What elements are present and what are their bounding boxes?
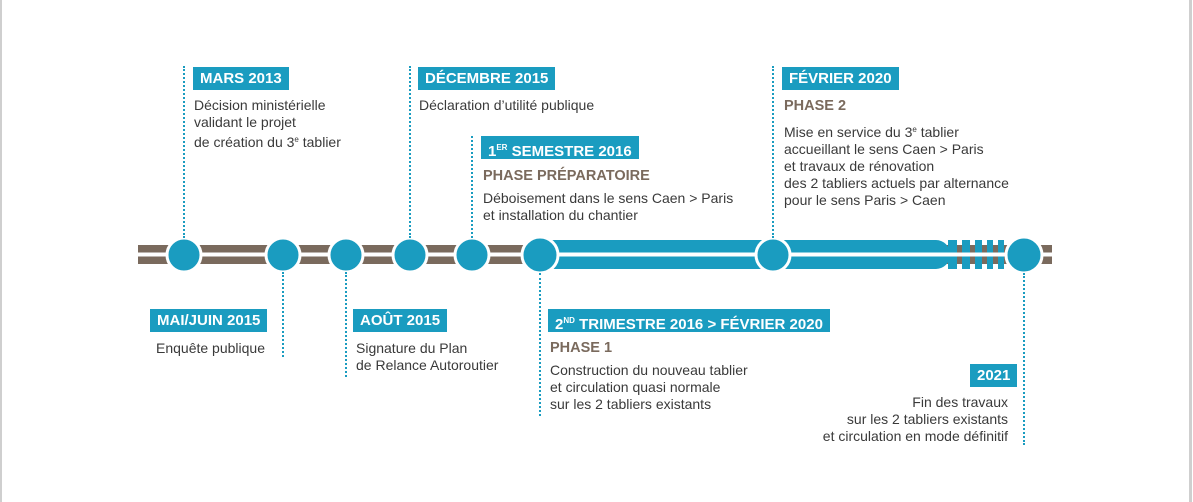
desc-line: tablier	[916, 124, 959, 140]
desc-2021	[760, 394, 1008, 445]
desc-line: sur les 2 tabliers existants	[550, 396, 712, 412]
connector-maijuin2015	[282, 272, 284, 357]
label-trim2016	[548, 309, 830, 332]
phase-preparatoire: PHASE PRÉPARATOIRE	[483, 168, 650, 184]
milestone-dec2015	[393, 238, 427, 272]
superscript: ER	[496, 143, 508, 152]
connector-mars2013	[183, 66, 185, 238]
connector-trim2016	[539, 273, 541, 416]
milestone-2021	[1006, 237, 1042, 273]
label-part: 2	[555, 316, 564, 333]
superscript: ND	[563, 316, 575, 325]
milestone-fev2020	[756, 238, 790, 272]
label-mars2013: MARS 2013	[193, 67, 289, 90]
connector-2021	[1023, 273, 1025, 445]
label-part: SEMESTRE 2016	[507, 143, 632, 160]
desc-trim2016	[550, 362, 748, 413]
desc-sem2016	[483, 190, 733, 224]
desc-line: Enquête publique	[156, 340, 265, 356]
milestone-maijuin2015	[266, 238, 300, 272]
desc-line: de création du 3	[194, 134, 295, 150]
superscript: e	[294, 135, 299, 144]
desc-line: Signature du Plan	[356, 340, 468, 356]
desc-fev2020	[784, 121, 1009, 209]
phase-1: PHASE 1	[550, 340, 613, 356]
desc-aout2015	[356, 340, 498, 374]
phase-2: PHASE 2	[784, 98, 847, 114]
desc-line: et travaux de rénovation	[784, 158, 935, 174]
desc-dec2015	[419, 97, 594, 114]
connector-fev2020	[772, 66, 774, 238]
desc-mars2013	[194, 97, 341, 151]
label-fev2020: FÉVRIER 2020	[782, 67, 899, 90]
milestone-sem2016	[455, 238, 489, 272]
desc-line: Déclaration d’utilité publique	[419, 97, 595, 113]
milestone-trim2016	[522, 237, 558, 273]
desc-line: pour le sens Paris > Caen	[784, 192, 946, 208]
desc-line: Mise en service du 3	[784, 124, 913, 140]
desc-line: Construction du nouveau tablier	[550, 362, 748, 378]
desc-line: et installation du chantier	[483, 207, 638, 223]
desc-line: de Relance Autoroutier	[356, 357, 499, 373]
desc-line: Déboisement dans le sens Caen > Paris	[483, 190, 734, 206]
label-2021: 2021	[970, 364, 1017, 387]
label-dec2015: DÉCEMBRE 2015	[418, 67, 555, 90]
desc-line: sur les 2 tabliers existants	[846, 411, 1008, 427]
milestone-aout2015-a	[329, 238, 363, 272]
transition-stripes	[948, 253, 1004, 257]
desc-line: tablier	[298, 134, 341, 150]
label-part: 1	[488, 143, 497, 160]
connector-dec2015	[409, 66, 411, 238]
label-aout2015: AOÛT 2015	[353, 309, 447, 332]
desc-maijuin2015	[156, 340, 265, 357]
connector-aout2015	[345, 272, 347, 377]
desc-line: Décision ministérielle	[194, 97, 326, 113]
desc-line: Fin des travaux	[912, 394, 1008, 410]
desc-line: et circulation en mode définitif	[822, 428, 1008, 444]
milestone-mars2013	[167, 238, 201, 272]
desc-line: accueillant le sens Caen > Paris	[784, 141, 984, 157]
label-maijuin2015: MAI/JUIN 2015	[150, 309, 267, 332]
desc-line: et circulation quasi normale	[550, 379, 721, 395]
label-sem2016	[481, 136, 639, 159]
label-part: TRIMESTRE 2016 > FÉVRIER 2020	[574, 316, 823, 333]
phase-bar	[540, 240, 952, 269]
superscript: e	[912, 125, 917, 134]
connector-sem2016	[471, 136, 473, 238]
desc-line: validant le projet	[194, 114, 296, 130]
desc-line: des 2 tabliers actuels par alternance	[784, 175, 1009, 191]
